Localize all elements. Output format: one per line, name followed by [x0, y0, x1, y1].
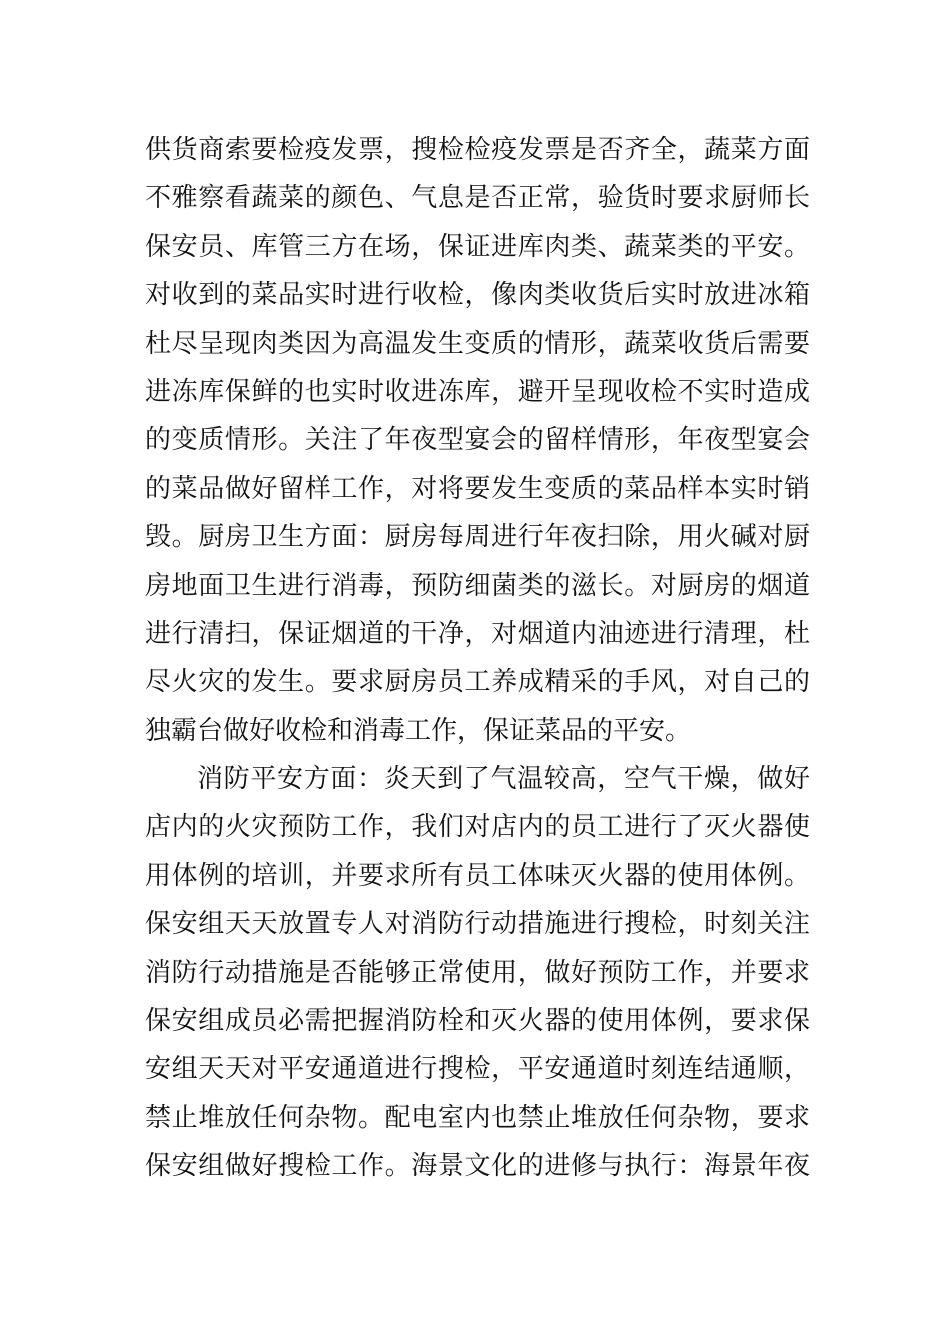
text-line: 保安组做好搜检工作。海景文化的进修与执行：海景年夜 [145, 1151, 810, 1182]
text-line: 杜尽呈现肉类因为高温发生变质的情形，蔬菜收货后需要 [145, 328, 810, 359]
text-line: 房地面卫生进行消毒，预防细菌类的滋长。对厨房的烟道 [145, 570, 810, 601]
text-line: 对收到的菜品实时进行收检，像肉类收货后实时放进冰箱 [145, 280, 810, 311]
text-line: 的变质情形。关注了年夜型宴会的留样情形，年夜型宴会 [145, 425, 810, 456]
paragraph-food-safety [145, 126, 810, 755]
paragraph-fire-safety [145, 755, 810, 1191]
text-line: 保安组成员必需把握消防栓和灭火器的使用体例，要求保 [145, 1006, 810, 1037]
text-line: 独霸台做好收检和消毒工作，保证菜品的平安。 [145, 715, 692, 746]
text-line: 的菜品做好留样工作，对将要发生变质的菜品样本实时销 [145, 473, 810, 504]
text-line: 供货商索要检疫发票，搜检检疫发票是否齐全，蔬菜方面 [145, 135, 810, 165]
text-line: 不雅察看蔬菜的颜色、气息是否正常，验货时要求厨师长 [145, 183, 810, 214]
text-line: 安组天天对平安通道进行搜检，平安通道时刻连结通顺， [145, 1054, 810, 1085]
text-line: 尽火灾的发生。要求厨房员工养成精采的手风，对自己的 [145, 667, 810, 698]
text-line: 保安组天天放置专人对消防行动措施进行搜检，时刻关注 [145, 909, 810, 940]
text-line: 消防平安方面：炎天到了气温较高，空气干燥，做好 [197, 764, 810, 795]
text-line: 消防行动措施是否能够正常使用，做好预防工作，并要求 [145, 957, 810, 988]
text-line: 店内的火灾预防工作，我们对店内的员工进行了灭火器使 [145, 812, 810, 843]
text-line: 毁。厨房卫生方面：厨房每周进行年夜扫除，用火碱对厨 [145, 522, 810, 553]
text-line: 保安员、库管三方在场，保证进库肉类、蔬菜类的平安。 [145, 231, 810, 262]
text-line: 用体例的培训，并要求所有员工体味灭火器的使用体例。 [145, 860, 810, 891]
document-body [145, 126, 810, 1191]
text-line: 进冻库保鲜的也实时收进冻库，避开呈现收检不实时造成 [145, 376, 810, 407]
text-line: 进行清扫，保证烟道的干净，对烟道内油迹进行清理，杜 [145, 618, 810, 649]
text-line: 禁止堆放任何杂物。配电室内也禁止堆放任何杂物，要求 [145, 1102, 810, 1133]
